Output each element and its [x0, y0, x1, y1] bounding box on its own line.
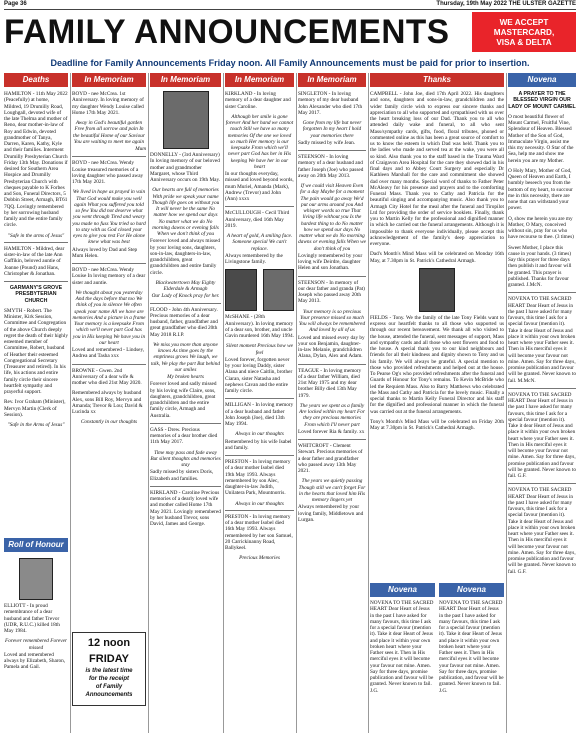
notice-verse: We lived in hope as prayed in vain That God would make you well again What you suffered you told so few You did not deserve what you went through Tired and weary you made no fuss You tried so hard to stay with us God closed your eyes to give you rest For He alone knew what was best	[72, 189, 146, 246]
column-divider	[296, 73, 297, 733]
notice-signature: Always remembered by your loving family, Middletown and Lurgan.	[298, 504, 364, 523]
page-number: Page 36	[4, 1, 27, 7]
portrait-photo	[163, 91, 209, 149]
portrait-photo	[419, 268, 455, 312]
notice-verse: Away in God's beautiful garden Free from all sorrow and pain In the beautiful Home of our Saviour You are waiting to meet me again	[73, 120, 145, 145]
column-divider	[368, 73, 369, 733]
notice-verse: Always in our thoughts	[235, 431, 284, 438]
payment-line: WE ACCEPT	[499, 18, 549, 27]
notice-signature: Mum	[135, 146, 146, 152]
novena-notice: NOVENA TO THE SACRED HEART Dear Heart of Jesus in the past I have asked for many favours, this time I ask for a special favour (mention it). Take it dear Heart of Jesus and place it within your own broken heart where your Father sees it. Then in His merciful eyes it will become your favour not mine. Amen. Say for three days, promise publication and favour will be granted. Never known to fail. J.G.	[370, 600, 434, 694]
notice-verse: Time may pass and fade away But silent thoughts and memories stay	[150, 449, 221, 468]
photo-row	[370, 268, 504, 312]
promo-text: for the receipt	[88, 676, 129, 682]
memoriam-notice: STEENSON - In memory of our dear father and granda (Pat) Joseph who passed away 20th May 2013.	[298, 279, 365, 305]
notice-signature: Loved forever, forgotten never by your loving Daddy, sister Alana and niece Caitlin, brother Ciaran, sister Natasha and nephews Cavan and the entire family circle.	[225, 356, 293, 394]
promo-text: is the latest time	[85, 668, 133, 674]
section-heading-memoriam: In Memoriam	[298, 73, 366, 87]
novena-notice: NOVENA TO THE SACRED HEART Dear Heart of Jesus in the past I have asked for many favours, this time I ask for a special favour (mention it). Take it dear Heart of Jesus and place it within your own broken heart where your Father sees it. Then in His merciful eyes it will become your favour not mine. Amen. Say for three days, promise publication and favour will be granted. Never known to fail. G.F.	[508, 487, 576, 575]
notice-signature: Loved forever Ria & family. xx	[298, 428, 365, 435]
memoriam-notice: BOYD - nee McCrea. 1st Anniversary. In loving memory of my daughter Wendy Louise called Home 17th May 2021.	[72, 91, 144, 116]
portrait-photo	[19, 558, 53, 600]
notice-signature: Always loved by Dad and Step Mum Helen.	[72, 246, 138, 259]
notice-separator	[225, 510, 294, 511]
novena-column-left	[370, 600, 435, 733]
notice-separator	[298, 276, 366, 277]
photo-row	[225, 269, 294, 311]
notice-verse: We thought about you yesterday And the days before that too We think of you in silence We often speak your name All we have are memories And a picture in a frame Your memory is a keepsake From which we'll never part God has you in His keeping We have you in our heart	[72, 289, 146, 346]
notice-signature: Loved and remembered - Lindsey, Andrea and Tasha xxx	[72, 347, 145, 360]
notice-signature: Forever loved and always missed by your loving sons, daughters, son-in-law, daughters-in-law, grandchildren, great grandchildren and entire family circle.	[150, 238, 220, 276]
notice-verse: "Safe in the Arms of Jesus"	[7, 422, 65, 428]
section-heading-deaths: Deaths	[4, 73, 68, 87]
notice-verse: Your memory is so precious Your presence missed so much You will always be remembered And loved by all of us	[298, 308, 366, 334]
thanks-note: Tony's Month's Mind Mass will be celebrated on Friday 20th May at 7.30pm in St. Patrick's Cathedral Armagh.	[370, 418, 504, 431]
section-heading-thanks: Thanks	[370, 73, 504, 87]
memoriam-notice: BOYD - nee McCrea. Wendy Louise treasured memories of a loving daughter who passed away 17th May 2021.	[72, 160, 144, 185]
promo-text: of Family	[95, 684, 123, 690]
memoriam-notice: PRESTON - In loving memory of a dear mother Isobel died 16th May 1993. Always remembered by her son Samuel, 20 Carrickinanny Road, Ballykeel.	[225, 513, 293, 551]
notice-verse: Forever remembered Forever missed	[5, 638, 67, 651]
notice-separator	[72, 263, 146, 264]
memoriam-notice: FLOOD - John 4th Anniversary. Precious memories of a dear husband, father, grandfather and great grandfather who died 20th May 2018 R.I.P.	[150, 306, 218, 338]
death-notice: HAMILTON - Mildred, dear sister-in-law of the late Ann Gaffikin, beloved auntie of Joanne (Pound) and Hans, Christopher & Jonathan.	[4, 245, 65, 277]
notice-verse: "Safe in the arms of Jesus"	[7, 232, 65, 239]
notice-verse: Gone from my life but never forgotten In my heart I hold your memories there	[302, 120, 362, 139]
photo-row	[150, 91, 221, 149]
notice-separator	[72, 364, 146, 365]
roll-of-honour-column	[4, 556, 68, 732]
notice-signature: Sadly missed by wife Jean.	[298, 139, 356, 146]
section-heading-memoriam: In Memoriam	[72, 73, 146, 87]
notice-separator	[150, 486, 221, 487]
notice-signature: Loved and remembered always by Elizabeth, Sharon, Pamela and Gail.	[4, 651, 66, 671]
payment-line: VISA & DELTA	[496, 38, 552, 47]
novena-column-right	[439, 600, 504, 733]
prayer-text: O, show me herein you are my Mother, O Mary, conceived without sin, pray for us who have recourse to thee. (3 times)	[508, 215, 574, 241]
notice-place: Blackwatertown May Eighty Elderdale & Armagh	[155, 279, 216, 292]
promo-day: FRIDAY	[89, 653, 129, 665]
prayer-text: Sweet Mother, I place this cause in your hands. (3 times) Say this prayer for three days then publish it and favour will be granted. This prayer is published. Thanks for favour granted. J.McN.	[508, 244, 572, 288]
notice-separator	[225, 206, 294, 207]
memoriam-notice: DONNELLY - (3rd Anniversary) In loving memory of our beloved mother and grandmother Margaret, whose Third Anniversary occurs on 19th May.	[150, 152, 221, 183]
notice-separator	[225, 398, 294, 399]
memoriam-notice: MILLIGAN - In loving memory of a dear husband and father John Joseph (Joe), died 13th May 1994.	[225, 402, 294, 427]
notice-verse: We miss you more than anyone knows As time goes by the emptiness grows We laugh, we talk, We play the part But behind our smiles	[150, 341, 221, 373]
page-header-strip	[4, 0, 576, 10]
notice-verse: The years we spent as a family Are locked within my heart For they are precious memories From which I'll never part	[299, 402, 365, 428]
column-divider	[506, 73, 507, 733]
notice-signature: Forever loved and sadly missed by his loving wife Claire, sons, daughters, grandchildren, great grandchildren and the entire family circle, Armagh and Australia.	[150, 381, 217, 419]
memoriam-column-4	[298, 73, 366, 733]
memoriam-notice: STEENSON - In loving memory of a dear husband and father Joseph (Joe) who passed away on 20th May 2013.	[298, 154, 364, 179]
notice-separator	[298, 439, 366, 440]
portrait-photo	[225, 269, 257, 311]
notice-separator	[225, 455, 294, 456]
thanks-notice: CAMPBELL - John Joe, died 17th April 2022. His daughters and sons, daughters and sons-in-law, grandchildren and the wider family circle wish to express our sincere thanks and appreciation to all who supported and sympathised with us over the heart breaking loss of our Dad. Thank you to all who attended daily wake and funeral, to all who sent Mass/sympathy cards, gifts, food, floral tributes, phoned or commented online as this has been a great source of comfort to us to know the esteem in which Dad was held. Thank you to the ladies who made and served tea at the wake, you were all so kind. Also thank you to the staff based in the Trauma Ward of Craigavon Area Hospital for the care they showed dad in his final days and to Abbey Court Surgery and especially Dr Kathleen Marshall for the care and commitment she showed dad over many months. Special word of thanks to Father Peter McAleavy for his presence and prayers and to the comforting Funeral Mass. Thank you to Cathy and Patricia for the beautiful singing and accompanying music. Also thank you to Armagh City Hotel for the meal after the funeral and Tiropilot Ltd for providing the order of service booklets. Finally, thank you to Martin Kelly for the professional and dignified manner in which he carried out the funeral arrangements. Although it is impossible to thank everyone individually, please accept this acknowledgement of the family's deep appreciation to everyone.	[370, 91, 504, 247]
notice-separator	[508, 292, 576, 293]
notice-verse: Silent moment Precious how we feel	[226, 343, 293, 356]
memoriam-notice: BROWNE - Gwen. 2nd Anniversary of a dear wife & mother who died 21st May 2020.	[72, 367, 142, 386]
payment-line: MASTERCARD,	[493, 28, 555, 37]
memoriam-notice: SINGLETON - In loving memory of my dear husband John Alexander who died 17th May 2017.	[298, 91, 363, 116]
thanks-column	[370, 73, 504, 581]
section-heading-roll-of-honour: Roll of Honour	[4, 538, 68, 552]
notice-verse: Our hearts are full of memories With pride we speak your name Though life goes on without you It will never be the same No matter how we spend our days No matter what we do No morning dawns or evening falls When we don't think of you	[151, 187, 220, 237]
promo-time: 12 noon	[87, 637, 131, 649]
memoriam-notice: GASS - Drew. Precious memories of a dear brother died 11th May 2017.	[150, 426, 218, 446]
novena-notice: NOVENA TO THE SACRED HEART Dear Heart of Jesus in the past I have asked for many favours, this time I ask for a special favour (mention it). Take it dear Heart of Jesus and place it within your own broken heart where your Father sees it. Then in His merciful eyes it will become your favour not mine. Amen. Say for three days, promise publication and favour will be granted. Never known to fail. G.F.	[508, 391, 576, 479]
notice-verse: If we could visit Heaven Even for a day Maybe for a moment The pain would go away We'd put our arms around you And whisper words so true That living life without you Is the hardest thing to do No matter how we spend our days No matter what we do No morning dawns or evening falls When we don't think of you	[298, 183, 366, 252]
page-title: FAMILY ANNOUNCEMENTS	[4, 13, 450, 51]
memoriam-notice: KIRKLAND - Caroline Precious memories of a dearly loved wife and mother called Home 17th May 2021. Lovingly remembered by her husband Trevor, sons David, James and George.	[150, 489, 221, 527]
notice-signature: Always remembered by the Livingstone family.	[225, 252, 283, 265]
notice-signature: Lovingly remembered by your loving wife Deirdre, daughter Helen and son Jonathan.	[298, 252, 363, 272]
promo-line	[73, 667, 145, 699]
promo-text: Announcements	[85, 692, 133, 698]
memoriam-notice: McSHANE - (28th Anniversary). In loving memory of a dear son, brother, and uncle Gavin murdered 16th May 1994.	[225, 314, 294, 339]
notice-signature: Loved and missed every day by your son Benjamin, daughter-in-law Melanie, grandchildren Alana, Dylan, Alex and Adam.	[298, 334, 365, 360]
memoriam-column-1	[72, 73, 146, 629]
novena-column	[508, 73, 576, 733]
deadline-banner: Deadline for Family Announcements Friday noon. All Family Announcements must be paid for prior to insertion.	[50, 58, 530, 68]
notice-verse: The years we quietly passing Though still we can't forget For in the hearts that loved him His memory lingers yet	[298, 478, 366, 503]
thanks-note: Dad's Month's Mind Mass will be celebrated on Monday 16th May, at 7.30pm in St. Patrick's Cathedral Armagh.	[370, 251, 504, 264]
novena-notice: NOVENA TO THE SACRED HEART Dear Heart of Jesus in the past I have asked for many favours, this time I ask for a special favour (mention it). Take it dear Heart of Jesus and place it within your own broken heart where your Father sees it. Then in His merciful eyes it will become your favour not mine. Amen. Say for three days, promise publication, and favour will be granted. Never known to fail. J.G.	[439, 600, 504, 694]
notice-separator	[508, 483, 576, 484]
notice-signature: Rev. Ivor Graham (Minister), Mervyn Martin (Clerk of Session).	[4, 399, 66, 418]
section-heading-novena: Novena	[508, 73, 576, 87]
notice-signature: In our thoughts everyday, missed and loved beyond words, mum Muriel, Amanda (Mark), Andrew (Trevor) and John (Ann) xxxx	[225, 171, 294, 202]
notice-separator	[508, 388, 576, 389]
memoriam-notice: WHITCROFT - Clement Stewart. Precious memories of a dear father and grandfather who passed away 13th May 2021.	[298, 443, 363, 474]
notice-signature: Remembered by his wife Isabel and family.	[225, 438, 292, 451]
section-heading-novena: Novena	[370, 583, 435, 597]
notice-separator	[150, 303, 221, 304]
novena-notice: NOVENA TO THE SACRED HEART Dear Heart of Jesus in the past I have asked for many favours, this time I ask for a special favour (mention it). Take it dear Heart of Jesus and place it within your own broken heart where your Father sees it. Then in His merciful eyes it will become your favour not mine. Amen. Say for three days, promise publication and favour will be granted. Never known to fail. M.McN.	[508, 296, 576, 384]
notice-verse: Precious Memories	[239, 555, 280, 562]
church-heading: GARMANY'S GROVE PRESBYTERIAN CHURCH	[9, 285, 63, 304]
notice-verse: My broken hearts	[167, 374, 204, 380]
notice-signature: Remembered always by husband Alex, sons Bill Roy, Mervyn and Amanda; Trevor & Lou; David & Lucinda xx	[72, 390, 143, 415]
section-heading-memoriam: In Memoriam	[225, 73, 294, 87]
thanks-notice: FIELDS - Tony. We the family of the late Tony Fields want to express our heartfelt thanks to all those who supported us through our recent bereavement. We thank all who visited to the house, attended the funeral, sent messages of support, Mass and sympathy cards and all those who sent flowers and food to the house. A special thank you to our kind neighbours and friends for all their kindness and dignity shown to Tony and us his family. We will always be grateful. A special mention to those who provided refreshments and helped out at the house. To Pearse Og's who provided refreshments after the funeral and Guards of Honour for Tony's remains. To Kevin McBride who led the Requiem Mass. Also to Barry Matthews who celebrated the Mass and Cathy and Patricia for the lovely music. Finally a special thanks to Martin Kelly Funeral Director and his staff for the dignified and professional manner in which the funeral was carried out at the funeral arrangements.	[370, 314, 504, 415]
portrait-photo	[263, 269, 295, 311]
notice-verse: Always in our thoughts	[235, 500, 284, 507]
section-heading-memoriam: In Memoriam	[150, 73, 221, 87]
payment-badge	[472, 12, 576, 52]
notice-verse: A heart of gold, A smiling face. Someone special We can't replace.	[226, 233, 293, 252]
death-notice: SMYTH - Robert. The Minister, Kirk Session, Committee and Congregation of the above Church deeply regret the death of their highly esteemed member of Committee, Robert, husband of Heather their esteemed Congregational Secretary (Treasurer and retired). In his life, his actions and entire family circle their sincere heartfelt sympathy and prayerful support.	[4, 307, 68, 395]
notice-separator	[4, 242, 68, 243]
roll-notice: ELLIOTT - In proud remembrance of a dear husband and father Trevor (UDR, R.U.C.) killed 18th May 1984.	[4, 603, 60, 634]
notice-separator	[4, 281, 68, 282]
photo-row	[4, 558, 68, 600]
notice-separator	[298, 150, 366, 151]
section-heading-novena: Novena	[439, 583, 504, 597]
memoriam-column-2	[150, 73, 221, 733]
column-divider	[223, 73, 224, 733]
memoriam-notice: McCULLOUGH - Cecil Third Anniversary, died 16th May 2019.	[225, 210, 290, 229]
prayer-heading: A PRAYER TO THE BLESSED VIRGIN OUR LADY OF MOUNT CARMEL	[508, 91, 576, 110]
deadline-promo-box	[72, 632, 146, 706]
notice-signature: Sadly missed by sisters Doris, Elizabeth and families.	[150, 469, 214, 482]
notice-verse: Our Lady of Knock pray for her.	[151, 293, 220, 300]
prayer-text: O most beautiful flower of Mount Carmel, Fruitful Vine, Splendour of Heaven. Blessed Mother of the Son of God, Immaculate Virgin, assist me this my necessity. O Star of the Sea, help me and show me herein you are my Mother.	[508, 113, 574, 164]
death-notice: HAMILTON - 11th May 2022 (Peacefully) at home, Mildred, 19 Drumilly Road, Loughgall, devoted wife of the late Thelma and mother of Reno, dear mother-in-law of Roy and Edwin, devoted grandmother of Tanya, Darren, Karen, Kathy, Kyle and their families. Interment Drumilly Presbyterian Church Friday 13th May. Donations if desired for Southern Area Hospice and Drumilly Presbyterian Church with cheques payable to K Forbes and Son, Funeral Directors, 5 Dobbin Street, Armagh, BT61 7QQ. Lovingly remembered by her sorrowing husband family and the entire family circle.	[4, 91, 68, 229]
memoriam-notice: BOYD - nee McCrea. Wendy Louise In loving memory of a dear sister and auntie.	[72, 267, 146, 286]
prayer-text: O Holy Mary, Mother of God, Queen of Heaven and Earth, I humbly beseech you from the bottom of my heart, to succour me in this necessity, there are none that can withstand your power.	[508, 167, 573, 212]
issue-date: Thursday, 19th May 2022 THE ULSTER GAZETTE	[436, 1, 576, 7]
notice-separator	[298, 364, 366, 365]
notice-verse: Although her smile is gone forever And her hand we cannot touch Still we have so many memories Of the one we loved so much Her memory is our keepsake From which we'll never part God has her in His keeping We have her in our heart	[225, 113, 294, 170]
column-divider	[148, 73, 149, 733]
memoriam-notice: TEAGUE - In loving memory of a dear father William, died 21st May 1975 and my dear brother Billy died 13th May 1979.	[298, 367, 362, 399]
memoriam-notice: PRESTON - In loving memory of a dear mother Isobel died 19th May 1993. Always remembered by son Alec, daughter-in-law Judith, Unilatera Park, Mountnorris.	[225, 459, 291, 497]
memoriam-column-3	[225, 73, 294, 733]
column-divider	[70, 73, 71, 733]
notice-separator	[72, 156, 146, 157]
notice-verse: Constantly in our thoughts	[80, 419, 138, 426]
notice-separator	[150, 423, 221, 424]
memoriam-notice: KIRKLAND - In loving memory of a dear daughter and sister Caroline.	[225, 91, 291, 110]
